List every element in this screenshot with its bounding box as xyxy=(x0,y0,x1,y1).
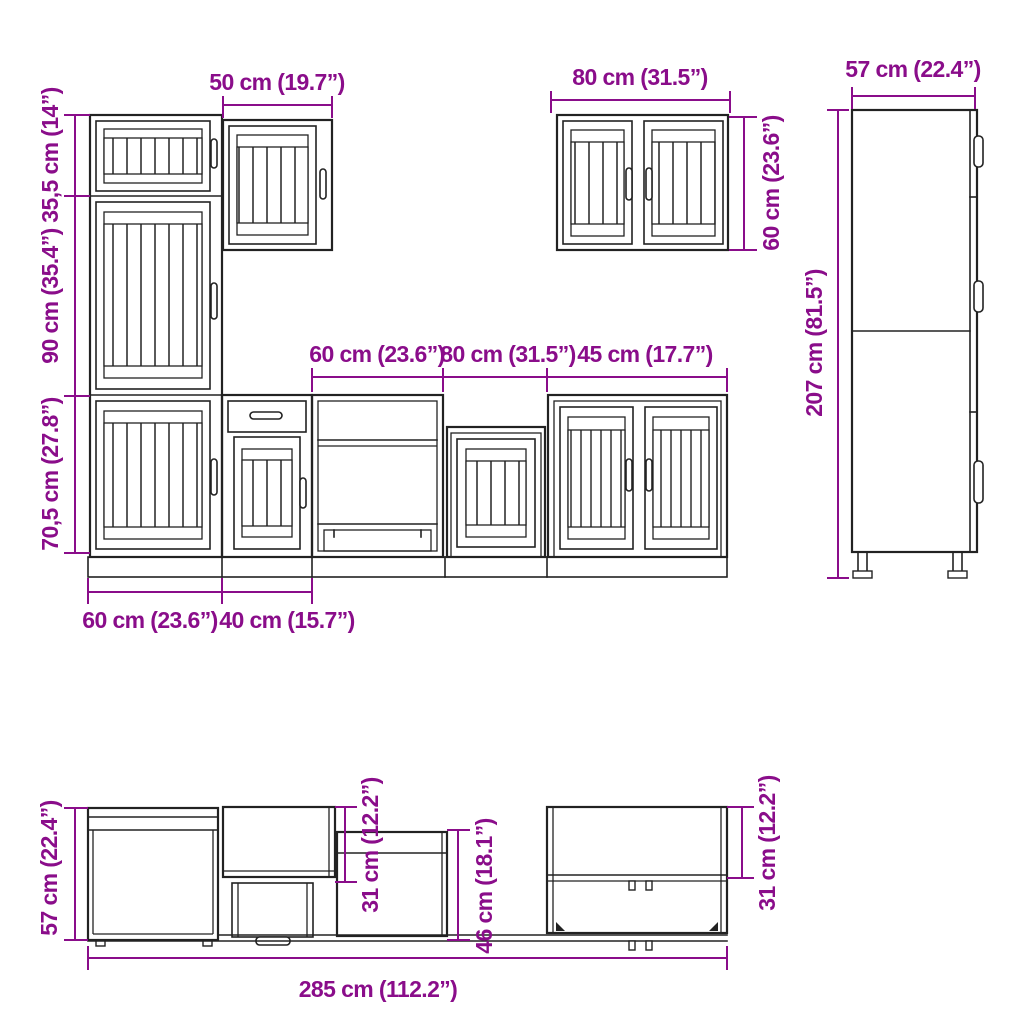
door-handle xyxy=(646,459,652,491)
adjustable-foot xyxy=(948,552,967,578)
oven-cabinet-60 xyxy=(312,395,443,557)
plinth xyxy=(88,557,727,577)
dim-wall80-width: 80 cm (31.5”) xyxy=(572,64,708,90)
dim-pantry-width: 60 cm (23.6”) xyxy=(82,607,218,633)
pantry-cabinet-front xyxy=(90,115,222,557)
profile-base-depth-box xyxy=(337,832,447,936)
dimensions-profile xyxy=(36,775,780,1002)
door-handle xyxy=(211,283,217,319)
side-handle xyxy=(974,136,983,167)
profile-wall-cabinet-right xyxy=(547,807,727,950)
dim-wall50-width: 50 cm (19.7”) xyxy=(209,69,345,95)
dim-total-width: 285 cm (112.2”) xyxy=(298,976,458,1002)
dim-tallside-height: 207 cm (81.5”) xyxy=(801,269,827,417)
sink-cabinet-80 xyxy=(447,427,545,557)
base-cabinet-45 xyxy=(548,395,727,557)
dim-profile-wall-depth-right: 31 cm (12.2”) xyxy=(754,775,780,911)
door-handle xyxy=(626,459,632,491)
dim-base40-width: 40 cm (15.7”) xyxy=(219,607,355,633)
dim-pantry-mid-height: 90 cm (35.4”) xyxy=(37,228,63,364)
dim-pantry-top-height: 35,5 cm (14”) xyxy=(37,87,63,223)
base-cabinet-40 xyxy=(222,395,312,557)
wall-cabinet-80 xyxy=(557,115,728,250)
profile-wall-cabinet-left xyxy=(223,807,335,877)
adjustable-foot xyxy=(853,552,872,578)
dim-wall80-height: 60 cm (23.6”) xyxy=(758,115,784,251)
door-handle xyxy=(626,168,632,200)
dim-profile-base-height: 57 cm (22.4”) xyxy=(36,800,62,936)
door-handle xyxy=(320,169,326,199)
side-handle xyxy=(974,461,983,503)
door-handle xyxy=(300,478,306,508)
profile-base-cabinet xyxy=(88,808,218,946)
dim-pantry-bottom-height: 70,5 cm (27.8”) xyxy=(37,397,63,551)
door-handle xyxy=(211,459,217,495)
dim-base60-width: 60 cm (23.6”) xyxy=(309,341,445,367)
dim-profile-base-depth: 46 cm (18.1”) xyxy=(471,818,497,954)
dim-base80-width: 80 cm (31.5”) xyxy=(440,341,576,367)
dim-profile-wall-depth-left: 31 cm (12.2”) xyxy=(357,777,383,913)
door-handle xyxy=(211,139,217,168)
side-handle xyxy=(974,281,983,312)
dim-tallside-width: 57 cm (22.4”) xyxy=(845,56,981,82)
door-handle xyxy=(646,168,652,200)
drawer-handle xyxy=(250,412,282,419)
wall-cabinet-50 xyxy=(223,120,332,250)
tall-cabinet-side xyxy=(852,110,983,578)
dim-base45-width: 45 cm (17.7”) xyxy=(577,341,713,367)
